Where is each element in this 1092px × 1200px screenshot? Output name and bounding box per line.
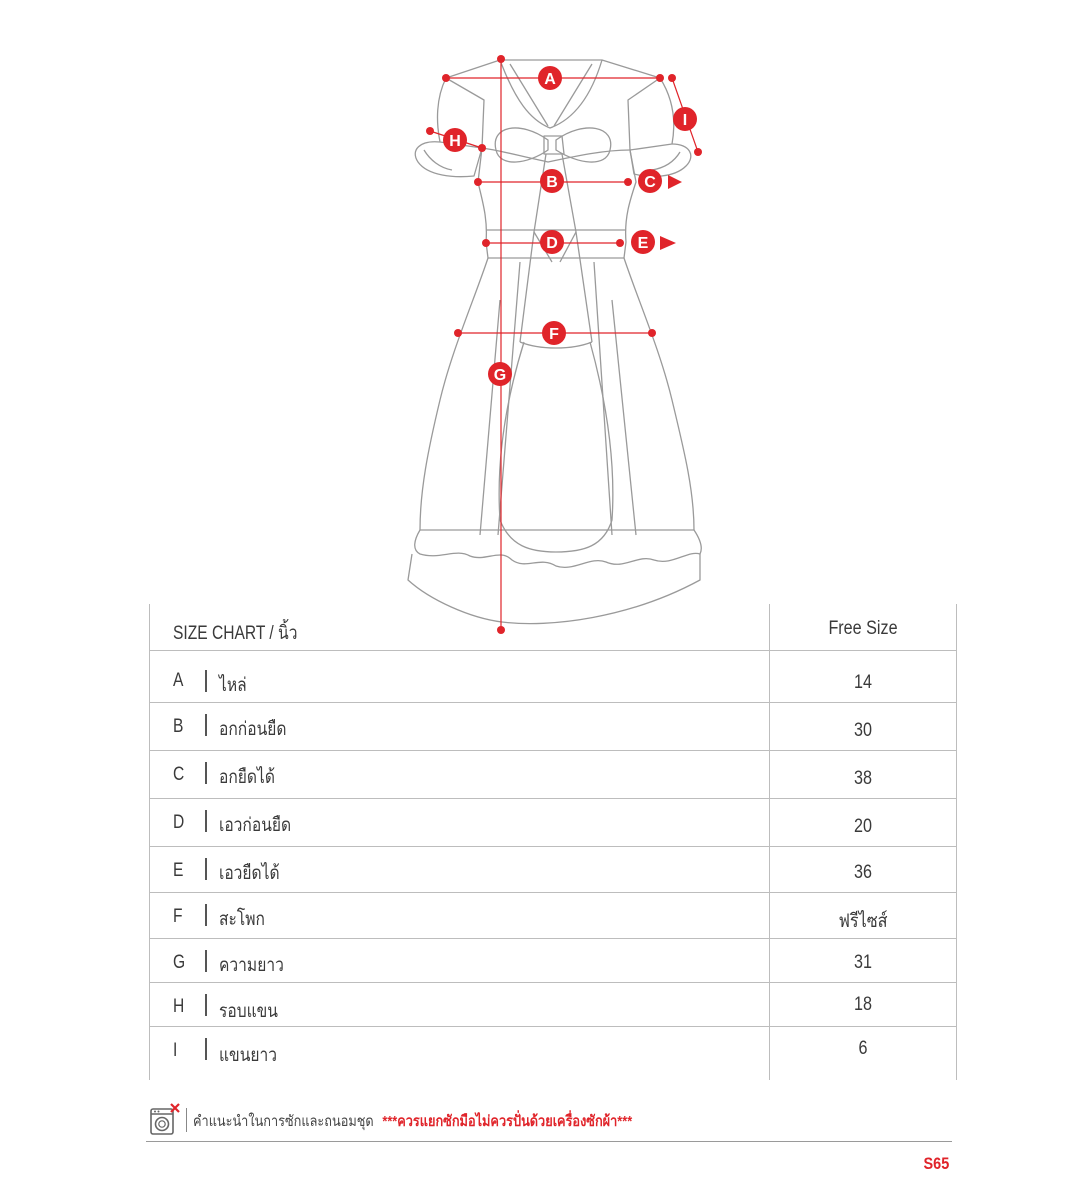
row-code: B — [173, 716, 184, 737]
row-code: G — [173, 952, 186, 973]
size-chart-title: SIZE CHART / นิ้ว — [173, 623, 298, 644]
row-code: C — [173, 764, 185, 785]
care-text — [193, 1109, 632, 1133]
row-code: A — [173, 670, 184, 691]
table-row — [149, 702, 957, 750]
size-column-header: Free Size — [828, 618, 898, 639]
svg-text:F: F — [549, 326, 559, 343]
table-row — [149, 846, 957, 892]
marker-G-icon — [488, 362, 512, 386]
row-separator — [205, 762, 207, 784]
page-number: S65 — [923, 1154, 949, 1173]
footer-divider — [146, 1141, 952, 1142]
row-value: 38 — [854, 768, 872, 789]
row-value: 20 — [854, 816, 872, 837]
row-code: H — [173, 996, 185, 1017]
table-row — [149, 650, 957, 702]
marker-F-icon — [542, 321, 566, 345]
row-measurement-name: สะโพก — [219, 909, 265, 930]
table-row — [149, 798, 957, 846]
row-value: 14 — [854, 672, 872, 693]
row-code: D — [173, 812, 185, 833]
row-separator — [205, 950, 207, 972]
svg-text:I: I — [682, 112, 688, 129]
row-separator — [205, 810, 207, 832]
row-value: 6 — [858, 1038, 868, 1059]
care-warning: ***ควรแยกซักมือไม่ควรปั่นด้วยเครื่องซักผ้า*** — [382, 1113, 633, 1130]
svg-text:G: G — [493, 367, 507, 384]
marker-E-icon — [631, 230, 655, 254]
row-separator — [205, 994, 207, 1016]
marker-A-icon — [538, 66, 562, 90]
row-code: E — [173, 860, 184, 881]
size-chart-table — [149, 604, 957, 1080]
row-measurement-name: อกก่อนยืด — [219, 719, 287, 740]
table-row — [149, 750, 957, 798]
table-row — [149, 938, 957, 982]
row-code: F — [173, 906, 183, 927]
marker-B-icon — [540, 169, 564, 193]
no-washing-machine-icon — [148, 1103, 182, 1137]
row-measurement-name: รอบแขน — [219, 1001, 278, 1022]
marker-H-icon — [443, 128, 467, 152]
row-measurement-name: เอวยืดได้ — [219, 863, 280, 884]
svg-text:E: E — [637, 235, 649, 252]
marker-I-icon — [673, 107, 697, 131]
row-value: 30 — [854, 720, 872, 741]
marker-D-icon — [540, 230, 564, 254]
care-instructions — [146, 1100, 952, 1142]
table-row — [149, 892, 957, 938]
row-value: ฟรีไซส์ — [838, 911, 888, 932]
table-row — [149, 1026, 957, 1080]
svg-text:C: C — [644, 174, 656, 191]
row-measurement-name: อกยืดได้ — [219, 767, 275, 788]
svg-text:B: B — [546, 174, 558, 191]
row-measurement-name: ความยาว — [219, 955, 284, 976]
table-row — [149, 982, 957, 1026]
row-value: 36 — [854, 862, 872, 883]
row-code: I — [173, 1040, 178, 1061]
row-separator — [205, 670, 207, 692]
svg-text:D: D — [546, 235, 558, 252]
row-value: 31 — [854, 952, 872, 973]
row-measurement-name: ไหล่ — [219, 675, 247, 696]
row-separator — [205, 714, 207, 736]
marker-C-icon — [638, 169, 662, 193]
svg-text:A: A — [544, 71, 556, 88]
row-separator — [205, 1038, 207, 1060]
row-separator — [205, 904, 207, 926]
row-measurement-name: เอวก่อนยืด — [219, 815, 292, 836]
row-value: 18 — [854, 994, 872, 1015]
care-divider — [186, 1108, 187, 1132]
row-separator — [205, 858, 207, 880]
svg-text:H: H — [449, 133, 461, 150]
row-measurement-name: แขนยาว — [219, 1045, 277, 1066]
care-label: คำแนะนำในการซักและถนอมชุด — [193, 1113, 374, 1130]
